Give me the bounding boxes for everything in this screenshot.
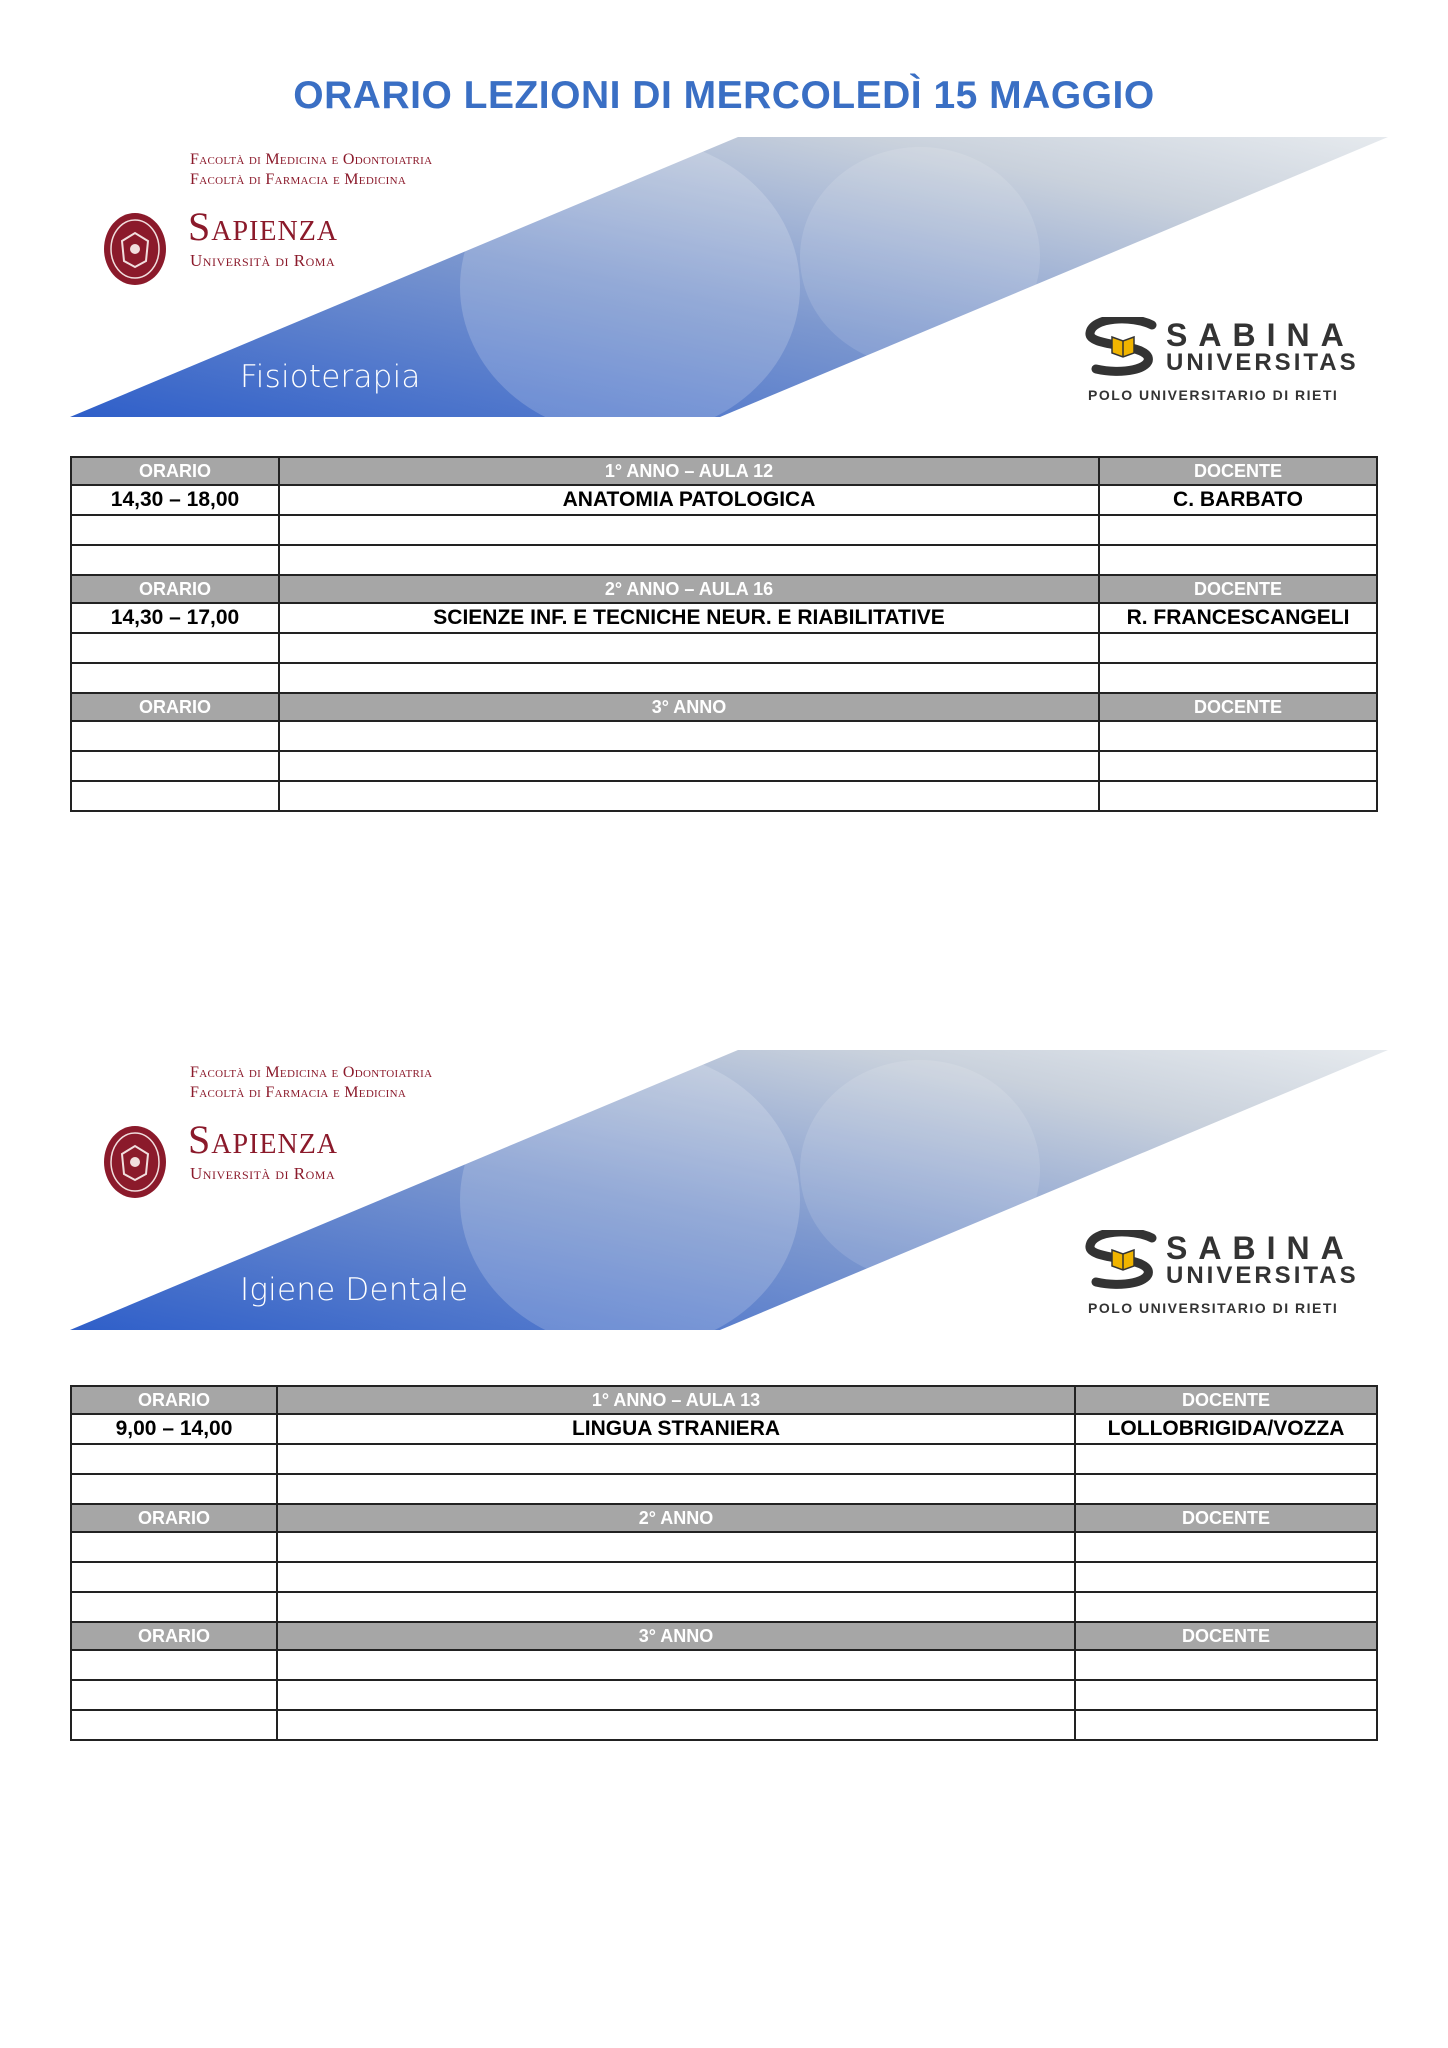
cell-teacher: R. FRANCESCANGELI (1099, 603, 1377, 633)
cell-teacher (1075, 1650, 1377, 1680)
cell-subject (279, 663, 1099, 693)
cell-teacher (1099, 781, 1377, 811)
header-subject: 2° ANNO – AULA 16 (279, 575, 1099, 603)
table-row (71, 1444, 1377, 1474)
sabina-universitas-logo (1074, 1226, 1374, 1316)
cell-time (71, 1592, 277, 1622)
cell-subject (279, 515, 1099, 545)
table-row (71, 663, 1377, 693)
partner-name: SABINA (1166, 317, 1355, 353)
university-name: Sapienza (188, 204, 339, 249)
header-subject: 3° ANNO (277, 1622, 1075, 1650)
cell-teacher (1099, 515, 1377, 545)
course-name: Igiene Dentale (240, 1272, 469, 1308)
cell-subject (277, 1592, 1075, 1622)
header-subject: 2° ANNO (277, 1504, 1075, 1532)
table-header-row (71, 1504, 1377, 1532)
cell-time: 14,30 – 18,00 (71, 485, 279, 515)
cell-teacher (1099, 545, 1377, 575)
header-time: ORARIO (71, 1622, 277, 1650)
cell-time (71, 1680, 277, 1710)
cell-subject (279, 633, 1099, 663)
cell-time (71, 1562, 277, 1592)
cell-subject: SCIENZE INF. E TECNICHE NEUR. E RIABILITATIVE (279, 603, 1099, 633)
sabina-universitas-logo (1074, 313, 1374, 403)
cell-time (71, 633, 279, 663)
cell-time (71, 1650, 277, 1680)
table-row (71, 751, 1377, 781)
sapienza-seal-icon (102, 211, 168, 287)
cell-teacher: LOLLOBRIGIDA/VOZZA (1075, 1414, 1377, 1444)
cell-subject (279, 545, 1099, 575)
table-header-row (71, 457, 1377, 485)
cell-teacher (1075, 1562, 1377, 1592)
header-teacher: DOCENTE (1099, 693, 1377, 721)
cell-time (71, 751, 279, 781)
table-row (71, 515, 1377, 545)
cell-time (71, 1444, 277, 1474)
faculty-line-1: Facoltà di Medicina e Odontoiatria (190, 151, 433, 168)
cell-time (71, 721, 279, 751)
header-subject: 3° ANNO (279, 693, 1099, 721)
cell-teacher (1075, 1680, 1377, 1710)
cell-time (71, 781, 279, 811)
cell-subject: ANATOMIA PATOLOGICA (279, 485, 1099, 515)
cell-time (71, 545, 279, 575)
table-header-row (71, 575, 1377, 603)
table-header-row (71, 1622, 1377, 1650)
course-name: Fisioterapia (240, 359, 421, 395)
cell-subject (277, 1444, 1075, 1474)
table-header-row (71, 1386, 1377, 1414)
header-teacher: DOCENTE (1075, 1622, 1377, 1650)
cell-teacher: C. BARBATO (1099, 485, 1377, 515)
faculty-line-1: Facoltà di Medicina e Odontoiatria (190, 1064, 433, 1081)
cell-time: 9,00 – 14,00 (71, 1414, 277, 1444)
table-row (71, 485, 1377, 515)
header-time: ORARIO (71, 1386, 277, 1414)
cell-subject (277, 1532, 1075, 1562)
cell-subject (279, 721, 1099, 751)
cell-teacher (1099, 663, 1377, 693)
header-teacher: DOCENTE (1099, 575, 1377, 603)
schedule-table (70, 456, 1378, 812)
cell-subject (277, 1710, 1075, 1740)
cell-teacher (1075, 1444, 1377, 1474)
partner-subtitle: UNIVERSITAS (1166, 1262, 1359, 1289)
table-row (71, 781, 1377, 811)
page-title: ORARIO LEZIONI DI MERCOLEDÌ 15 MAGGIO (293, 74, 1155, 117)
table-row (71, 1532, 1377, 1562)
partner-polo: POLO UNIVERSITARIO DI RIETI (1088, 1300, 1339, 1316)
table-row (71, 721, 1377, 751)
table-row (71, 545, 1377, 575)
header-subject: 1° ANNO – AULA 12 (279, 457, 1099, 485)
header-time: ORARIO (71, 457, 279, 485)
faculty-line-2: Facoltà di Farmacia e Medicina (190, 1084, 407, 1101)
sapienza-logo (84, 151, 504, 271)
sabina-book-icon (1082, 317, 1164, 377)
cell-subject (279, 751, 1099, 781)
cell-time (71, 1532, 277, 1562)
cell-teacher (1075, 1474, 1377, 1504)
table-row (71, 1710, 1377, 1740)
partner-subtitle: UNIVERSITAS (1166, 349, 1359, 376)
university-subtitle: Università di Roma (190, 251, 336, 270)
cell-time: 14,30 – 17,00 (71, 603, 279, 633)
cell-time (71, 663, 279, 693)
cell-time (71, 1710, 277, 1740)
university-name: Sapienza (188, 1117, 339, 1162)
cell-teacher (1099, 751, 1377, 781)
cell-subject: LINGUA STRANIERA (277, 1414, 1075, 1444)
header-time: ORARIO (71, 693, 279, 721)
sapienza-seal-icon (102, 1124, 168, 1200)
cell-time (71, 1474, 277, 1504)
table-row (71, 603, 1377, 633)
header-subject: 1° ANNO – AULA 13 (277, 1386, 1075, 1414)
table-row (71, 633, 1377, 663)
schedule-table (70, 1385, 1378, 1741)
table-row (71, 1592, 1377, 1622)
table-row (71, 1474, 1377, 1504)
header-time: ORARIO (71, 1504, 277, 1532)
cell-teacher (1099, 721, 1377, 751)
faculty-line-2: Facoltà di Farmacia e Medicina (190, 171, 407, 188)
header-time: ORARIO (71, 575, 279, 603)
cell-subject (277, 1562, 1075, 1592)
table-header-row (71, 693, 1377, 721)
table-row (71, 1650, 1377, 1680)
course-banner (70, 1050, 1388, 1330)
table-row (71, 1562, 1377, 1592)
cell-subject (279, 781, 1099, 811)
course-banner (70, 137, 1388, 417)
table-row (71, 1680, 1377, 1710)
cell-teacher (1075, 1710, 1377, 1740)
cell-time (71, 515, 279, 545)
header-teacher: DOCENTE (1075, 1504, 1377, 1532)
cell-teacher (1099, 633, 1377, 663)
cell-teacher (1075, 1532, 1377, 1562)
header-teacher: DOCENTE (1099, 457, 1377, 485)
cell-subject (277, 1474, 1075, 1504)
sapienza-logo (84, 1064, 504, 1184)
university-subtitle: Università di Roma (190, 1164, 336, 1183)
partner-name: SABINA (1166, 1230, 1355, 1266)
table-row (71, 1414, 1377, 1444)
sabina-book-icon (1082, 1230, 1164, 1290)
partner-polo: POLO UNIVERSITARIO DI RIETI (1088, 387, 1339, 403)
cell-subject (277, 1680, 1075, 1710)
cell-teacher (1075, 1592, 1377, 1622)
header-teacher: DOCENTE (1075, 1386, 1377, 1414)
cell-subject (277, 1650, 1075, 1680)
